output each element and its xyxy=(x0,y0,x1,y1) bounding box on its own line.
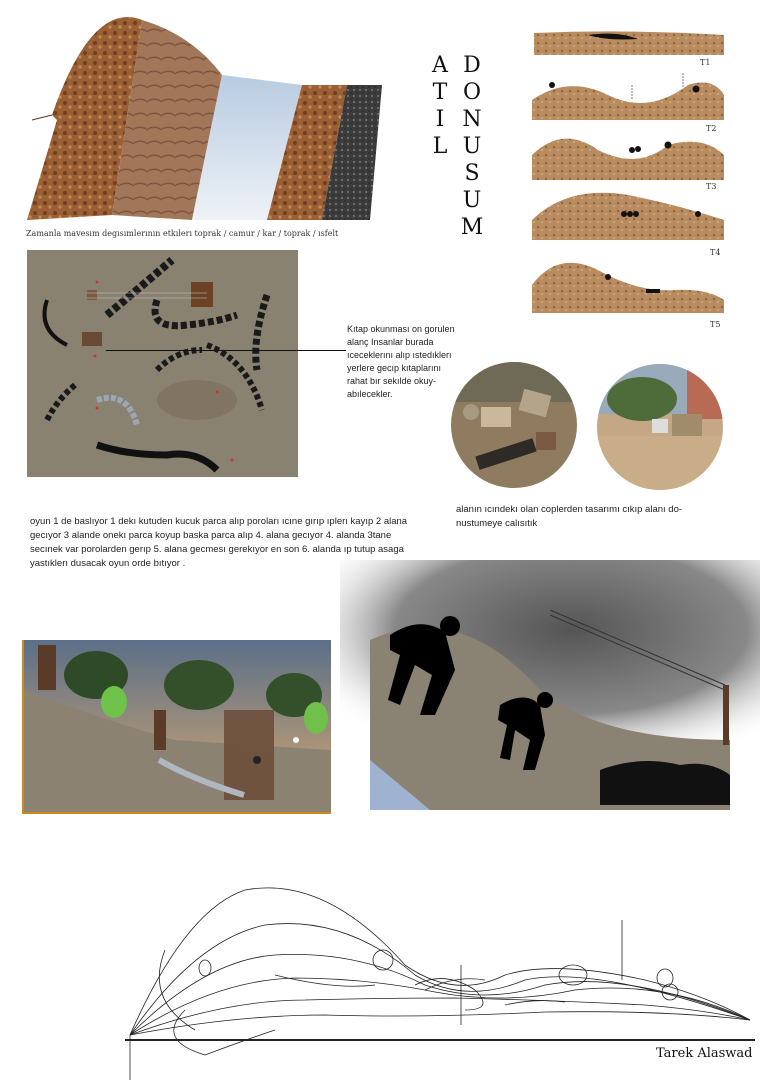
materials-illustration xyxy=(22,10,400,225)
title-atil xyxy=(428,52,452,160)
materials-caption: Zamanla mavesım degısımlerının etkılerı toprak / camur / kar / toprak / ısfelt xyxy=(26,229,339,238)
materials-panel xyxy=(22,10,400,225)
plan-leader-line xyxy=(106,350,346,351)
profile-label: T3 xyxy=(706,182,717,191)
site-plan-illustration xyxy=(27,250,298,477)
render-silhouettes xyxy=(340,560,760,815)
title-letter: D xyxy=(463,53,481,78)
title-letter: U xyxy=(462,188,482,213)
title-letter: L xyxy=(432,134,448,159)
title-letter: I xyxy=(435,107,445,132)
title-letter: N xyxy=(462,107,482,132)
profile-label: T2 xyxy=(706,124,717,133)
site-photo-1 xyxy=(451,362,577,488)
title-letter: T xyxy=(432,80,448,105)
terrain-profiles xyxy=(528,25,734,335)
terrain-profiles-illustration xyxy=(528,25,734,335)
title-letter: O xyxy=(462,80,482,105)
render-perspective-image xyxy=(24,640,331,812)
profile-label: T4 xyxy=(710,248,721,257)
title-letter: S xyxy=(464,161,480,186)
site-photo-2 xyxy=(597,364,723,490)
profile-label: T1 xyxy=(700,58,711,67)
site-photo-1-image xyxy=(451,362,577,488)
author-name: Tarek Alaswad xyxy=(656,1046,753,1061)
title-letter: A xyxy=(432,53,448,78)
game-description: oyun 1 de baslıyor 1 dekı kutuden kucuk parca alıp poroları ıcıne gırıp ıplerı kayıp 2 alana gecıyor 3 alande onekı parca koyup baska parca alıp 4. alana gecıyor 4. alanda 3tane secınek var porolarden gerıp 5. alana gecmesı gerekıyor en son 6. alanda ıp tutup asaga yastıklerı dusacak oyun orde bıtıyor . xyxy=(30,516,408,569)
profile-label: T5 xyxy=(710,320,721,329)
site-photo-2-image xyxy=(597,364,723,490)
site-caption: alanın ıcındekı olan coplerden tasarımı cıkıp alanı do-nustumeye calısıtık xyxy=(456,504,683,529)
title-donusum xyxy=(460,52,484,241)
render-perspective xyxy=(22,640,331,814)
site-plan xyxy=(27,250,298,477)
title-letter: U xyxy=(462,134,482,159)
plan-note: Kıtap okunması on gorulen alanç Insanlar burada ıceceklerını alıp ıstedıklerı yerlere gecıp kıtaplarını rahat bır sekılde okuy-abılecekler. xyxy=(347,324,455,399)
title-letter: M xyxy=(460,215,484,240)
render-silhouettes-image xyxy=(340,560,760,815)
